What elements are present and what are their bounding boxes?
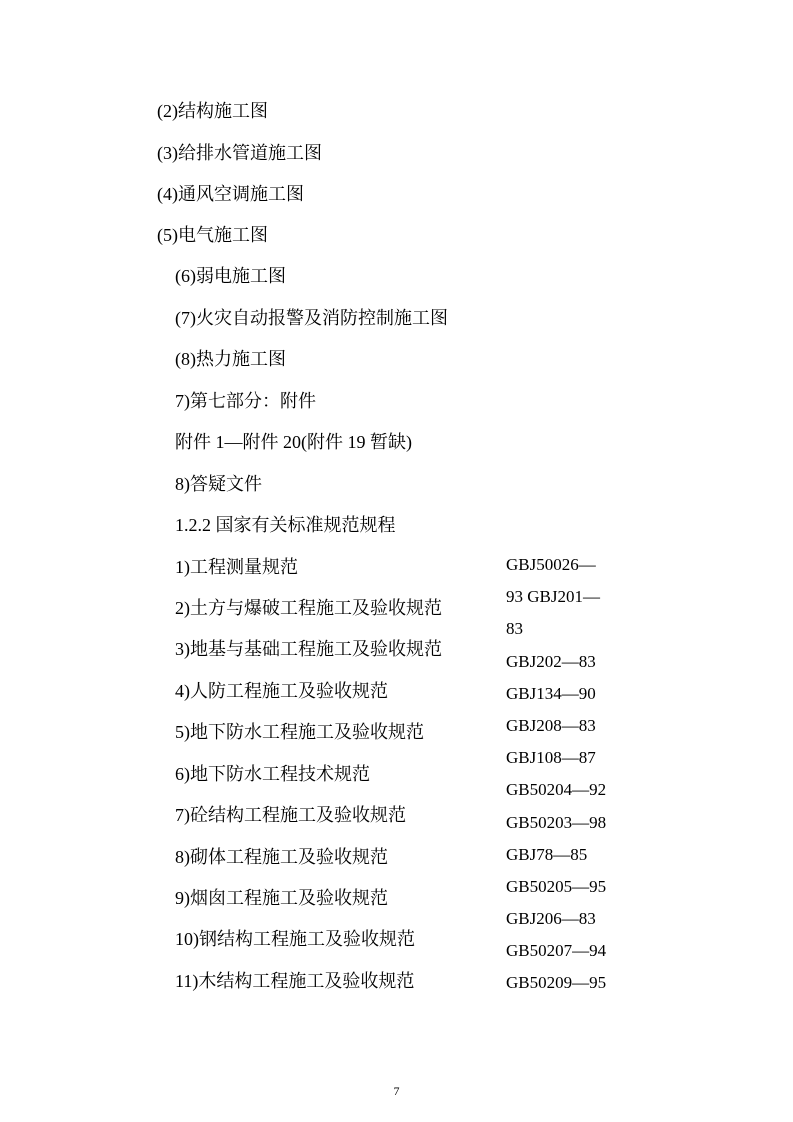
body-line: 7)第七部分：附件: [175, 391, 316, 411]
spec-name: 6)地下防水工程技术规范: [175, 764, 370, 784]
standard-code: GB50204—92: [506, 780, 607, 799]
standard-code: GBJ50026—: [506, 555, 596, 574]
body-line: (7)火灾自动报警及消防控制施工图: [175, 308, 448, 328]
standard-code: GB50205—95: [506, 877, 607, 896]
standard-code: GB50207—94: [506, 941, 607, 960]
body-line: (4)通风空调施工图: [157, 184, 304, 204]
spec-name: 9)烟囱工程施工及验收规范: [175, 888, 388, 908]
page-number: 7: [393, 1084, 400, 1098]
spec-name: 3)地基与基础工程施工及验收规范: [175, 639, 442, 659]
body-line: (2)结构施工图: [157, 101, 268, 121]
spec-name: 2)土方与爆破工程施工及验收规范: [175, 598, 442, 618]
body-line: 8)答疑文件: [175, 474, 262, 494]
spec-name: 1)工程测量规范: [175, 557, 298, 577]
standard-code: 83: [506, 619, 523, 638]
standard-code: GBJ202—83: [506, 652, 596, 671]
standard-code: GBJ206—83: [506, 909, 596, 928]
standard-code: GBJ78—85: [506, 845, 588, 864]
standard-code: GB50203—98: [506, 813, 607, 832]
section-heading: 1.2.2 国家有关标准规范规程: [175, 515, 396, 535]
spec-name: 8)砌体工程施工及验收规范: [175, 847, 388, 867]
standard-code: 93 GBJ201—: [506, 587, 600, 606]
spec-name: 11)木结构工程施工及验收规范: [175, 971, 415, 991]
standard-code: GBJ134—90: [506, 684, 596, 703]
body-line: (3)给排水管道施工图: [157, 143, 322, 163]
spec-name: 5)地下防水工程施工及验收规范: [175, 722, 424, 742]
spec-name: 10)钢结构工程施工及验收规范: [175, 929, 415, 949]
body-line: (5)电气施工图: [157, 225, 268, 245]
standard-code: GBJ108—87: [506, 748, 596, 767]
standard-code: GBJ208—83: [506, 716, 596, 735]
spec-name: 4)人防工程施工及验收规范: [175, 681, 388, 701]
body-line: 附件 1—附件 20(附件 19 暂缺): [175, 432, 412, 452]
body-line: (8)热力施工图: [175, 349, 286, 369]
body-line: (6)弱电施工图: [175, 266, 286, 286]
spec-name: 7)砼结构工程施工及验收规范: [175, 805, 406, 825]
standard-code: GB50209—95: [506, 973, 607, 992]
